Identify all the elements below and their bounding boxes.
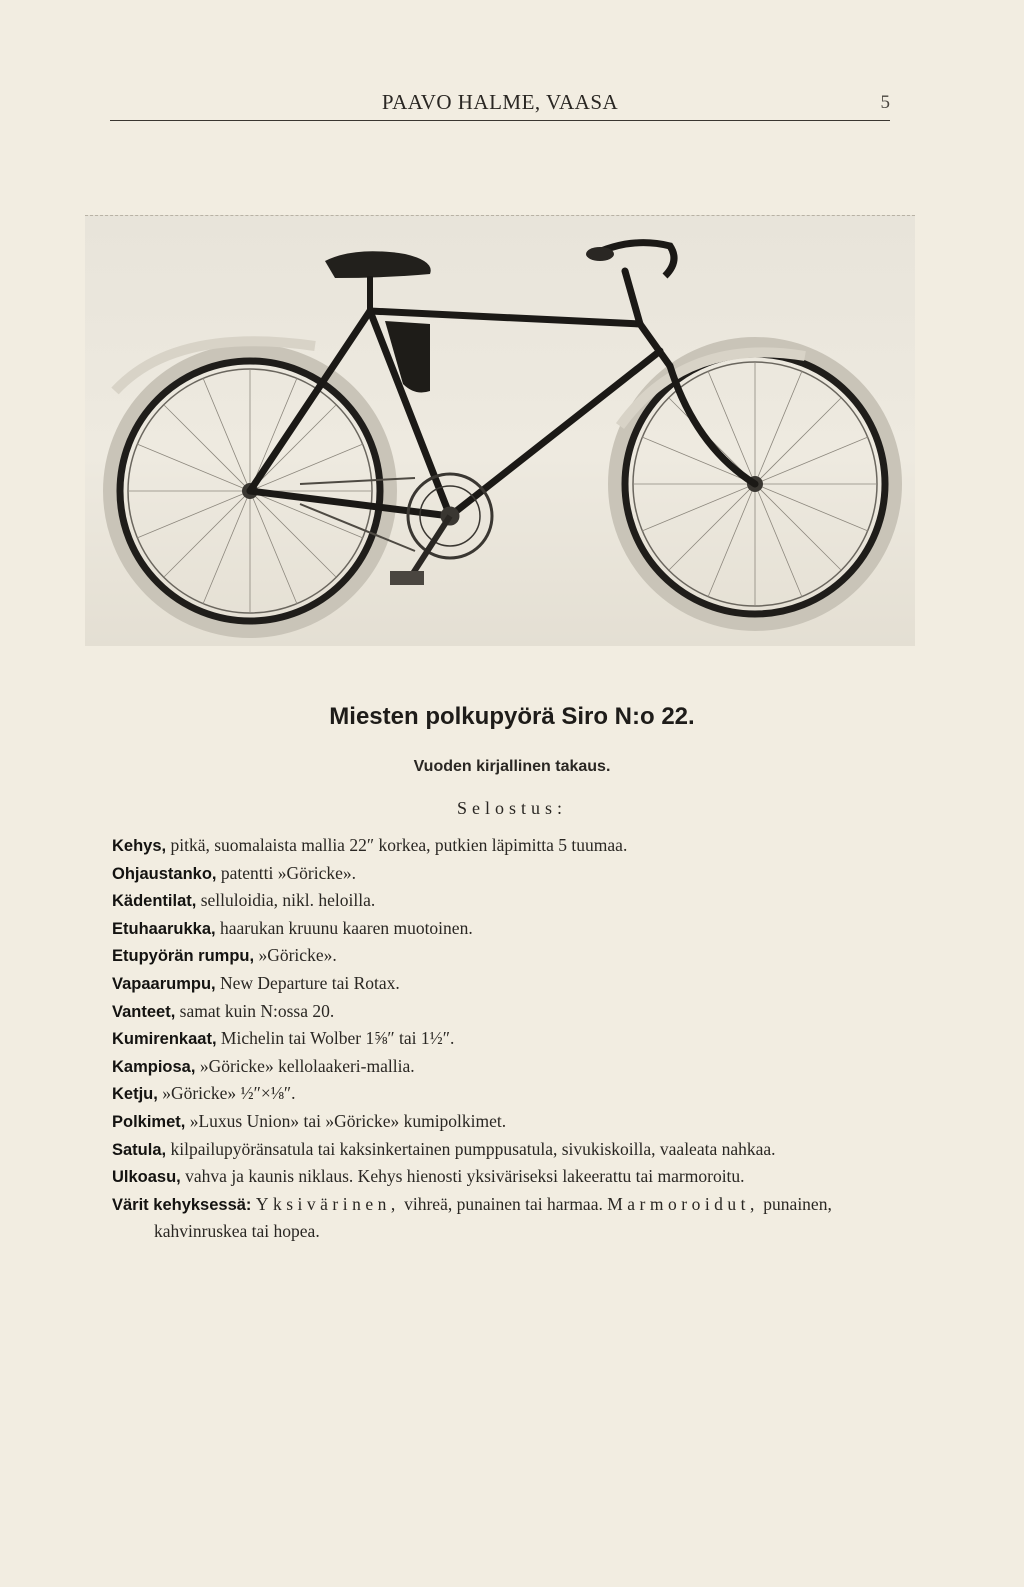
tool-bag — [385, 321, 430, 392]
spec-key: Kädentilat, — [112, 892, 197, 911]
spec-value-tail: punainen, kahvinruskea tai hopea. — [154, 1193, 832, 1242]
spec-item-frame — [112, 832, 902, 860]
spec-value-marbled-label: Marmoroidut, — [607, 1193, 759, 1214]
spec-value: patentti »Göricke». — [220, 862, 357, 883]
spec-key: Vapaarumpu, — [112, 974, 216, 993]
saddle — [325, 251, 431, 278]
spec-value: »Göricke». — [258, 945, 337, 966]
spec-key: Kumirenkaat, — [112, 1030, 217, 1049]
spec-item-frame-colours — [112, 1191, 902, 1245]
spec-value: samat kuin N:ossa 20. — [179, 1000, 335, 1021]
spec-key: Ohjaustanko, — [112, 864, 217, 883]
spec-item-pedals — [112, 1108, 902, 1136]
spec-value: »Göricke» ½″×⅛″. — [162, 1083, 296, 1104]
spec-value: pitkä, suomalaista mallia 22″ korkea, putkien läpimitta 5 tuumaa. — [170, 835, 628, 855]
spec-value: selluloidia, nikl. heloilla. — [200, 890, 376, 911]
spec-value: Michelin tai Wolber 1⅝″ tai 1½″. — [220, 1028, 455, 1049]
page-number: 5 — [880, 92, 890, 113]
spec-key: Ketju, — [112, 1085, 158, 1104]
spec-value: vihreä, punainen tai harmaa. — [404, 1193, 603, 1214]
spec-key: Satula, — [112, 1140, 167, 1159]
frame — [250, 271, 755, 516]
warranty-subtitle: Vuoden kirjallinen takaus. — [413, 758, 611, 775]
bicycle-photo — [85, 215, 915, 646]
spec-key: Kampiosa, — [112, 1057, 196, 1076]
spec-value-plain-label: Yksivärinen, — [255, 1193, 400, 1214]
spec-item-grips — [112, 887, 902, 915]
spec-item-front-hub — [112, 942, 902, 970]
spec-value: New Departure tai Rotax. — [220, 972, 400, 993]
running-title: PAAVO HALME, VAASA — [381, 90, 619, 114]
spec-item-freewheel — [112, 970, 902, 998]
spec-value: »Luxus Union» tai »Göricke» kumipolkimet. — [189, 1110, 507, 1131]
spec-item-saddle — [112, 1136, 902, 1164]
spec-key: Kehys, — [112, 837, 167, 855]
bicycle-icon — [85, 216, 915, 646]
spec-value: vahva ja kaunis niklaus. Kehys hienosti yksiväriseksi lakeerattu tai marmoroitu. — [185, 1166, 745, 1187]
spec-value: haarukan kruunu kaaren muotoinen. — [220, 917, 473, 938]
spec-item-fork — [112, 915, 902, 943]
spec-key: Etuhaarukka, — [112, 919, 216, 938]
spec-key: Polkimet, — [112, 1112, 186, 1131]
running-header — [110, 86, 890, 121]
spec-item-handlebar — [112, 860, 902, 888]
product-title: Miesten polkupyörä Siro N:o 22. — [329, 703, 695, 730]
spec-item-crankset — [112, 1053, 902, 1081]
spec-key: Ulkoasu, — [112, 1168, 181, 1187]
section-heading: Selostus: — [456, 798, 567, 818]
spec-key: Värit kehyksessä: — [112, 1195, 252, 1214]
spec-list — [112, 832, 902, 1245]
spec-item-chain — [112, 1080, 902, 1108]
spec-item-finish — [112, 1163, 902, 1191]
spec-value: »Göricke» kellolaakeri-mallia. — [199, 1055, 415, 1076]
spec-item-tyres — [112, 1025, 902, 1053]
spec-value: kilpailupyöränsatula tai kaksinkertainen pumppusatula, sivukiskoilla, vaaleata nahkaa. — [170, 1138, 776, 1159]
spec-key: Vanteet, — [112, 1002, 176, 1021]
spec-item-rims — [112, 998, 902, 1026]
spec-key: Etupyörän rumpu, — [112, 947, 255, 966]
